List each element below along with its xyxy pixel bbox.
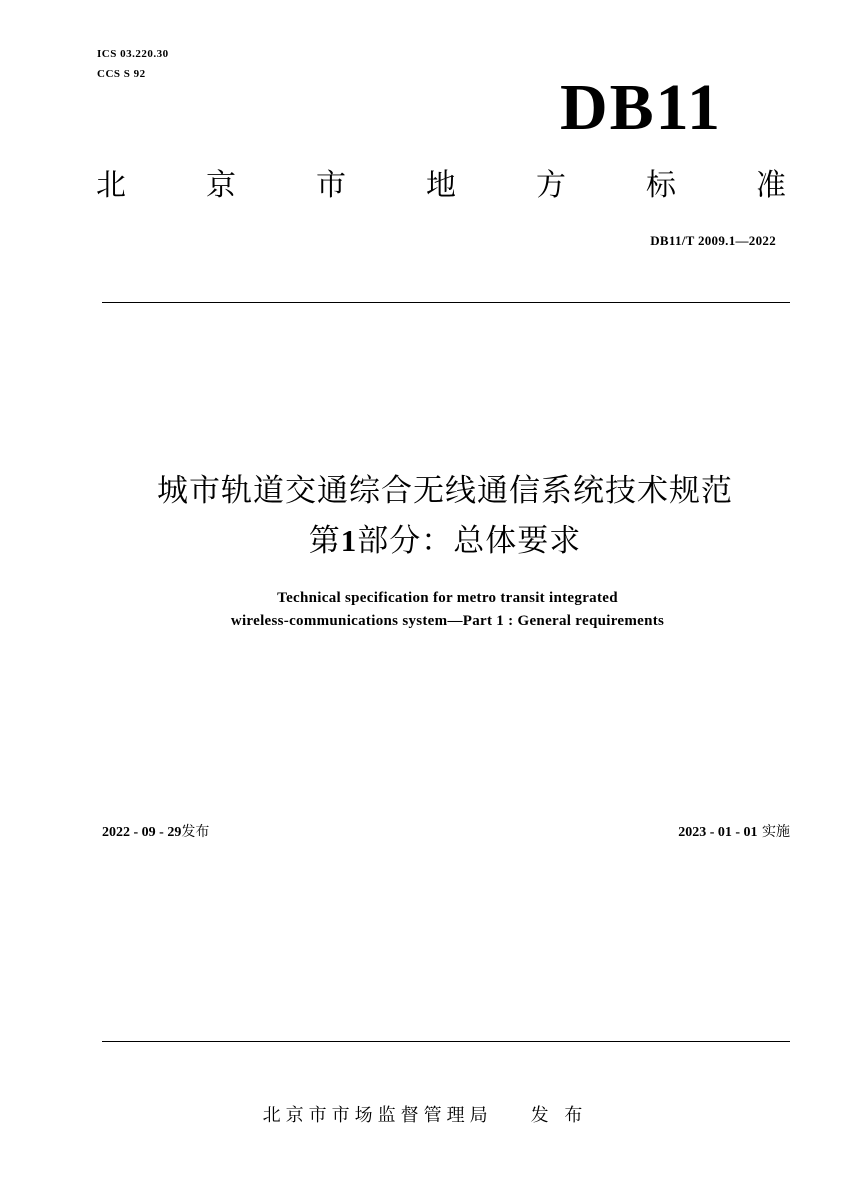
part-number: 1 [340,523,358,558]
standard-type-char: 方 [536,168,566,203]
footer-divider [102,1041,790,1042]
standard-type-char: 市 [316,168,346,203]
issue-label: 发布 [181,824,210,840]
english-title [0,587,850,633]
part-prefix: 第 [308,523,341,559]
header-divider [102,302,790,303]
classification-codes [97,44,169,84]
publish-label: 发 布 [530,1105,588,1126]
standard-type-char: 北 [96,168,126,203]
standard-type-char: 准 [756,168,786,203]
publisher-line [0,1101,850,1127]
implement-date-block [678,821,790,841]
english-title-line1: Technical specification for metro transit integrated [277,590,618,606]
chinese-title [0,466,850,566]
issue-date-block [102,821,209,841]
ics-code: ICS 03.220.30 [97,48,169,60]
chinese-title-line2 [0,516,850,566]
ccs-code: CCS S 92 [97,68,146,80]
issue-date: 2022 - 09 - 29 [102,825,182,840]
part-suffix: 部分：总体要求 [357,523,582,559]
chinese-title-line1: 城市轨道交通综合无线通信系统技术规范 [157,473,733,509]
implement-label: 实施 [762,824,790,840]
standard-type-title [96,166,786,206]
publisher-name: 北京市市场监督管理局 [262,1105,493,1126]
implement-date: 2023 - 01 - 01 [678,825,758,840]
standard-type-char: 标 [646,168,676,203]
db-mark: DB11 [559,71,722,144]
standard-number: DB11/T 2009.1—2022 [650,233,776,248]
standard-type-char: 京 [206,168,236,203]
standard-type-char: 地 [426,168,456,203]
english-title-line2: wireless-communications system—Part 1 : General requirements [230,613,665,629]
